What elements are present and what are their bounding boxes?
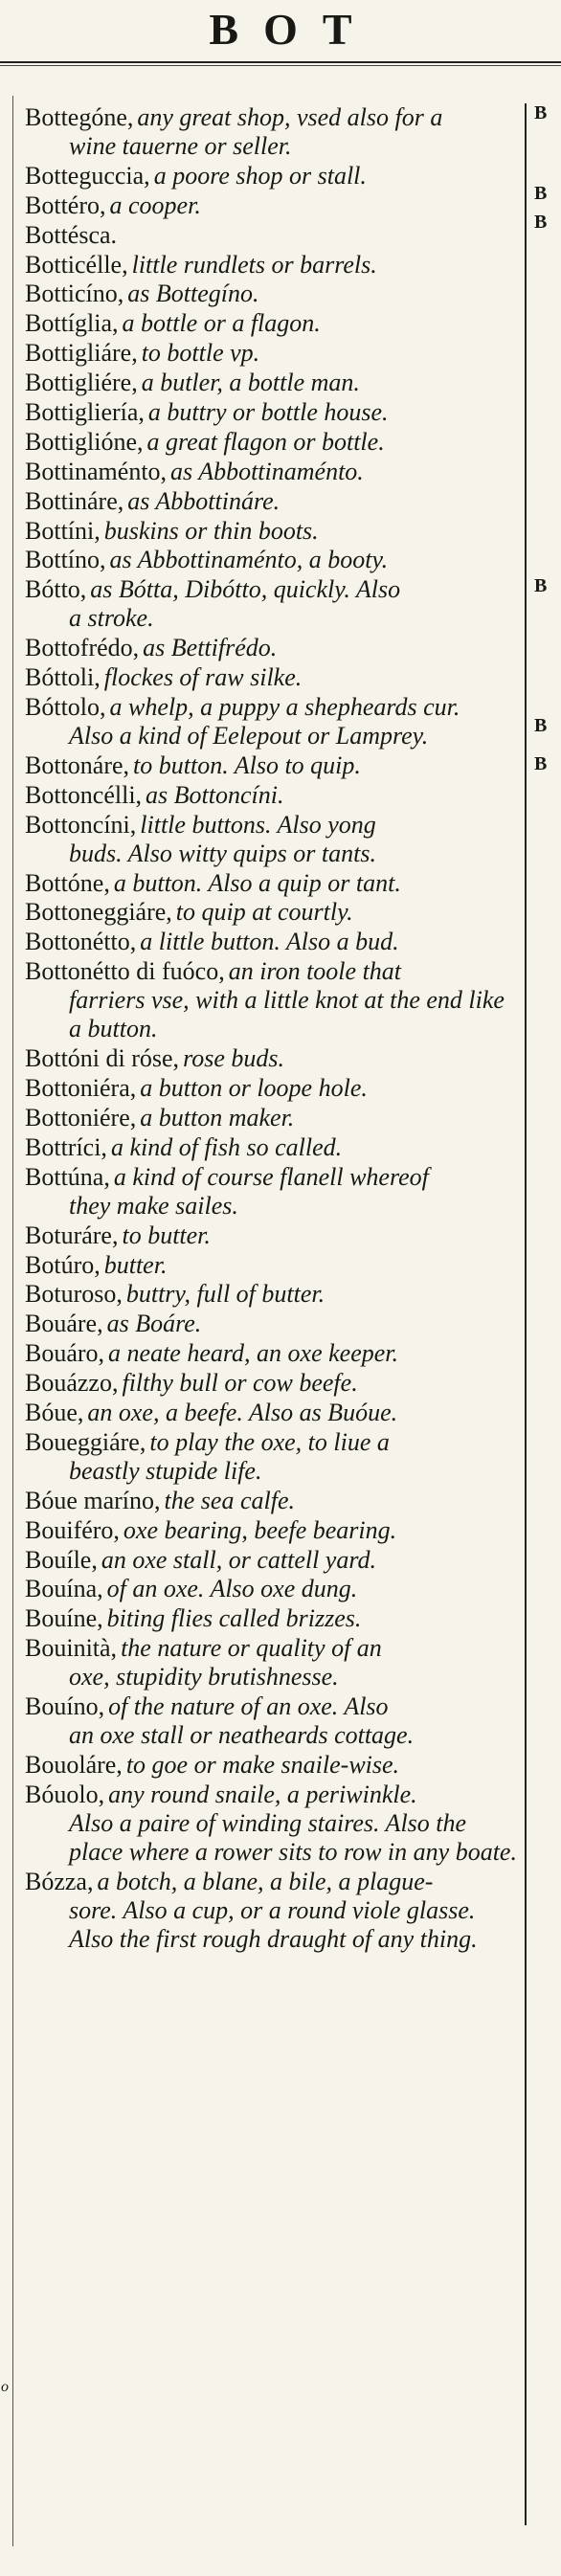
entry-headword: Bottíni, [25,516,101,545]
entry-definition-continued: oxe, stupidity brutishnesse. [69,1663,339,1691]
entry-headword: Bottegóne, [25,103,134,131]
entry-definition-continued: they make sailes. [69,1191,238,1220]
entry-definition: any round snaile, a periwinkle. [108,1780,417,1808]
dictionary-entry [25,369,521,397]
dictionary-entry [25,221,521,250]
entry-headword: Bottoncíni, [25,810,137,839]
dictionary-entry [25,663,521,692]
entry-definition: a kind of course flanell whereof [113,1162,429,1191]
dictionary-entry [25,487,521,516]
entry-headword: Boturoso, [25,1280,123,1309]
dictionary-entry [25,634,521,662]
entry-headword: Bótto, [25,575,87,604]
dictionary-entry [25,1044,521,1073]
entry-headword: Bottúna, [25,1162,110,1191]
left-margin-marks [0,0,12,2576]
margin-letter: B [534,212,548,233]
entry-headword: Bóue maríno, [25,1486,161,1514]
entry-definition: rose buds. [183,1044,284,1073]
entry-definition: an oxe, a beefe. Also as Buóue. [87,1398,398,1426]
entry-definition-continued: Also a kind of Eelepout or Lamprey. [69,722,429,750]
entry-headword: Bottíglia, [25,309,119,338]
dictionary-entry [25,575,521,633]
dictionary-entry [25,811,521,868]
dictionary-entry [25,398,521,427]
entry-definition: the nature or quality of an [121,1634,382,1663]
entry-headword: Bottóne, [25,868,110,897]
dictionary-entry [25,103,521,161]
entry-definition: a poore shop or stall. [153,161,367,190]
dictionary-entry [25,1604,521,1633]
entry-headword: Bottiglióne, [25,427,144,456]
dictionary-entry [25,1074,521,1103]
entry-headword: Bottóni di róse, [25,1044,180,1073]
entry-definition-continued: wine tauerne or seller. [69,132,292,160]
dictionary-entry [25,428,521,457]
dictionary-entry [25,546,521,574]
entry-definition: buskins or thin boots. [103,516,319,545]
entry-headword: Bouoláre, [25,1750,123,1779]
entry-headword: Botticélle, [25,250,128,279]
dictionary-entry [25,898,521,927]
dictionary-entry [25,1487,521,1515]
margin-mark: o [1,2379,9,2395]
entry-definition: a buttry or bottle house. [147,398,389,427]
margin-letter: B [534,183,548,204]
entry-definition: to button. Also to quip. [133,750,361,779]
dictionary-entry [25,1339,521,1368]
entry-headword: Bottoneggiáre, [25,898,172,927]
entry-headword: Bottigliére, [25,369,138,397]
entry-headword: Bouíle, [25,1545,98,1574]
entry-headword: Bóuolo, [25,1780,105,1808]
entry-definition: of an oxe. Also oxe dung. [106,1575,358,1603]
header-rule-thin [0,65,561,66]
entry-headword: Bouinità, [25,1634,118,1663]
dictionary-entry [25,1428,521,1486]
margin-letter: B [534,753,548,774]
dictionary-entry [25,1163,521,1221]
margin-letter: B [534,575,548,596]
entry-definition: a butler, a bottle man. [141,369,360,397]
entry-definition: as Boáre. [106,1310,202,1338]
entry-definition: any great shop, vsed also for a [137,103,443,131]
dictionary-entry [25,162,521,190]
entry-headword: Botticíno, [25,280,124,308]
entry-definition: a botch, a blane, a bile, a plague- [97,1867,434,1895]
entry-headword: Bottéro, [25,190,106,219]
entry-definition: a button maker. [140,1103,295,1131]
entry-definition-continued: beastly stupide life. [69,1456,262,1485]
entry-list [25,103,521,1955]
dictionary-entry [25,1781,521,1867]
entry-headword: Bottonáre, [25,750,130,779]
entry-definition: the sea calfe. [164,1486,295,1514]
entry-definition: an iron toole that [228,957,402,986]
dictionary-entry [25,339,521,368]
entry-headword: Bottíno, [25,546,106,574]
entry-headword: Botúro, [25,1250,101,1279]
entry-definition: to play the oxe, to liue a [149,1427,390,1456]
entry-definition: a great flagon or bottle. [146,427,385,456]
entry-definition-continued: an oxe stall or neatheards cottage. [69,1721,415,1750]
right-column-rule [525,103,527,2525]
entry-definition: a button or loope hole. [140,1074,368,1103]
entry-definition-continued: farriers vse, with a little knot at the end like a button. [69,986,505,1043]
dictionary-entry [25,928,521,956]
entry-definition: a kind of fish so called. [110,1132,343,1161]
entry-definition-continued: sore. Also a cup, or a round viole glasse. Also the first rough draught of any thing. [69,1895,478,1953]
margin-letter: B [534,715,548,736]
dictionary-entry [25,309,521,338]
entry-headword: Bóue, [25,1398,84,1426]
dictionary-entry [25,1251,521,1280]
entry-definition: to bottle vp. [141,339,260,368]
entry-definition: to quip at courtly. [175,898,353,927]
dictionary-entry [25,517,521,546]
entry-definition: to goe or make snaile-wise. [125,1750,400,1779]
entry-headword: Bottoncélli, [25,780,143,809]
dictionary-entry [25,693,521,750]
entry-headword: Bottigliería, [25,398,145,427]
entry-definition: as Abbottinaménto, a booty. [109,546,389,574]
entry-definition: to butter. [122,1221,211,1249]
entry-definition: a little button. Also a bud. [140,928,399,956]
entry-definition: a button. Also a quip or tant. [113,868,401,897]
entry-definition: as Bottoncíni. [146,780,284,809]
entry-headword: Bóttoli, [25,663,101,692]
dictionary-entry [25,751,521,780]
dictionary-entry [25,1369,521,1398]
entry-headword: Bouáre, [25,1310,103,1338]
entry-headword: Bottonétto, [25,928,137,956]
entry-headword: Bouázzo, [25,1369,119,1398]
entry-headword: Botteguccia, [25,161,150,190]
entry-definition: little buttons. Also yong [140,810,376,839]
left-column-rule [12,96,13,2546]
entry-headword: Bouiféro, [25,1515,120,1544]
entry-headword: Bottoniére, [25,1103,137,1131]
dictionary-entry [25,1280,521,1309]
dictionary-entry [25,1575,521,1603]
right-margin-letters [532,103,561,773]
entry-definition: a neate heard, an oxe keeper. [108,1339,399,1368]
entry-headword: Bouína, [25,1575,103,1603]
dictionary-entry [25,1751,521,1780]
running-head: BOT [209,5,377,54]
dictionary-entry [25,1516,521,1545]
entry-headword: Bóttolo, [25,693,106,722]
entry-definition: an oxe stall, or cattell yard. [101,1545,376,1574]
entry-headword: Bottinaménto, [25,457,168,485]
entry-definition: biting flies called brizzes. [106,1604,362,1633]
dictionary-entry [25,251,521,280]
dictionary-entry [25,458,521,486]
entry-definition: of the nature of an oxe. Also [108,1692,389,1721]
dictionary-entry [25,1310,521,1338]
entry-definition: flockes of raw silke. [103,663,303,692]
entry-headword: Bottoniéra, [25,1074,137,1103]
dictionary-entry [25,957,521,1043]
header-rule [0,61,561,63]
entry-definition: a bottle or a flagon. [122,309,321,338]
entry-definition: as Abbottináre. [127,486,280,515]
entry-definition: little rundlets or barrels. [131,250,377,279]
entry-headword: Boueggiáre, [25,1427,146,1456]
dictionary-entry [25,1634,521,1691]
entry-definition-continued: Also a paire of winding staires. Also the place where a rower sits to row in any boate. [69,1808,517,1866]
entry-definition: as Bottegíno. [127,280,259,308]
entry-headword: Bouíno, [25,1692,105,1721]
entry-headword: Bózza, [25,1867,94,1895]
entry-definition-continued: buds. Also witty quips or tants. [69,839,376,867]
dictionary-entry [25,191,521,220]
entry-headword: Bottofrédo, [25,634,140,662]
entry-headword: Bottigliáre, [25,339,138,368]
dictionary-entry [25,869,521,898]
entry-headword: Bottonétto di fuóco, [25,957,225,986]
entry-headword: Bottríci, [25,1132,107,1161]
entry-headword: Bouáro, [25,1339,105,1368]
entry-headword: Boturáre, [25,1221,119,1249]
dictionary-entry [25,1221,521,1250]
dictionary-entry [25,1546,521,1575]
entry-definition: a cooper. [109,190,201,219]
dictionary-entry [25,1104,521,1132]
entry-definition: butter. [103,1250,168,1279]
entry-definition: as Bótta, Dibótto, quickly. Also [90,575,401,604]
dictionary-entry [25,1868,521,1954]
entry-headword: Bottésca. [25,220,118,249]
entry-definition: a whelp, a puppy a shepheards cur. [109,693,460,722]
entry-definition: buttry, full of butter. [125,1280,325,1309]
entry-headword: Bottináre, [25,486,124,515]
entry-headword: Bouíne, [25,1604,103,1633]
dictionary-entry [25,781,521,810]
entry-definition: as Abbottinaménto. [170,457,364,485]
dictionary-entry [25,1692,521,1750]
entry-definition-continued: a stroke. [69,604,154,633]
entry-definition: filthy bull or cow beefe. [122,1369,358,1398]
dictionary-entry [25,280,521,308]
margin-letter: B [534,102,548,123]
dictionary-entry [25,1133,521,1162]
dictionary-entry [25,1399,521,1427]
entry-definition: oxe bearing, beefe bearing. [123,1515,397,1544]
entry-definition: as Bettifrédo. [143,634,278,662]
